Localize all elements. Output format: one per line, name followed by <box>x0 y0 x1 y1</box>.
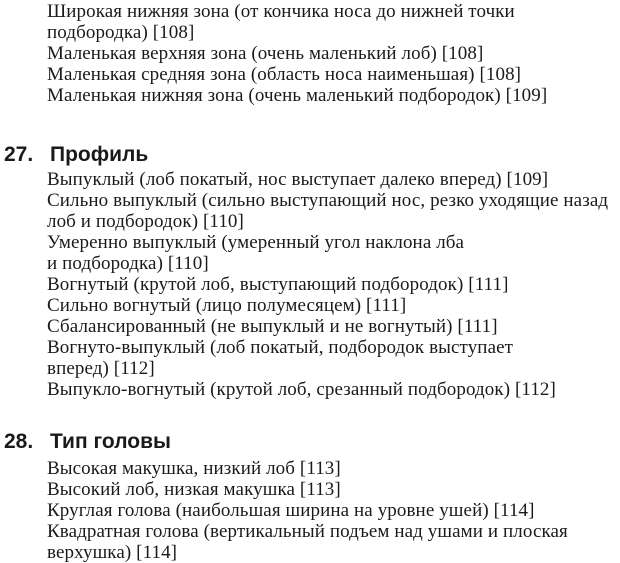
list-item-line: Маленькая нижняя зона (очень маленький подбородок) [109] <box>47 85 548 106</box>
list-item-line: верхушка) [114] <box>47 542 178 563</box>
list-item-line: Маленькая средняя зона (область носа наименьшая) [108] <box>47 64 522 85</box>
list-item-line: Выпукло-вогнутый (крутой лоб, срезанный подбородок) [112] <box>47 379 556 400</box>
list-item-line: Высокая макушка, низкий лоб [113] <box>47 458 341 479</box>
list-item-line: Сбалансированный (не выпуклый и не вогнутый) [111] <box>47 316 498 337</box>
list-item-line: Маленькая верхняя зона (очень маленький лоб) [108] <box>47 43 484 64</box>
section-heading <box>4 143 148 167</box>
list-item-line: и подбородка) [110] <box>47 253 209 274</box>
section-number: 28. <box>4 430 34 453</box>
list-item-line: лоб и подбородок) [110] <box>47 211 244 232</box>
list-item-line: Квадратная голова (вертикальный подъем над ушами и плоская <box>47 521 568 542</box>
list-item-line: Выпуклый (лоб покатый, нос выступает далеко вперед) [109] <box>47 169 549 190</box>
list-item-line: Вогнуто-выпуклый (лоб покатый, подбородок выступает <box>47 337 514 358</box>
list-item-line: подбородка) [108] <box>47 22 195 43</box>
list-item-line: Широкая нижняя зона (от кончика носа до нижней точки <box>47 1 515 22</box>
list-item-line: Умеренно выпуклый (умеренный угол наклона лба <box>47 232 465 253</box>
list-item-line: вперед) [112] <box>47 358 155 379</box>
section-heading <box>4 430 171 454</box>
list-item-line: Высокий лоб, низкая макушка [113] <box>47 479 341 500</box>
list-item-line: Сильно выпуклый (сильно выступающий нос, резко уходящие назад <box>47 190 609 211</box>
list-item-line: Круглая голова (наибольшая ширина на уровне ушей) [114] <box>47 500 535 521</box>
section-title: Тип головы <box>50 430 171 453</box>
list-item-line: Сильно вогнутый (лицо полумесяцем) [111] <box>47 295 407 316</box>
list-item-line: Вогнутый (крутой лоб, выступающий подбородок) [111] <box>47 274 509 295</box>
section-title: Профиль <box>50 143 149 166</box>
section-number: 27. <box>4 143 34 166</box>
